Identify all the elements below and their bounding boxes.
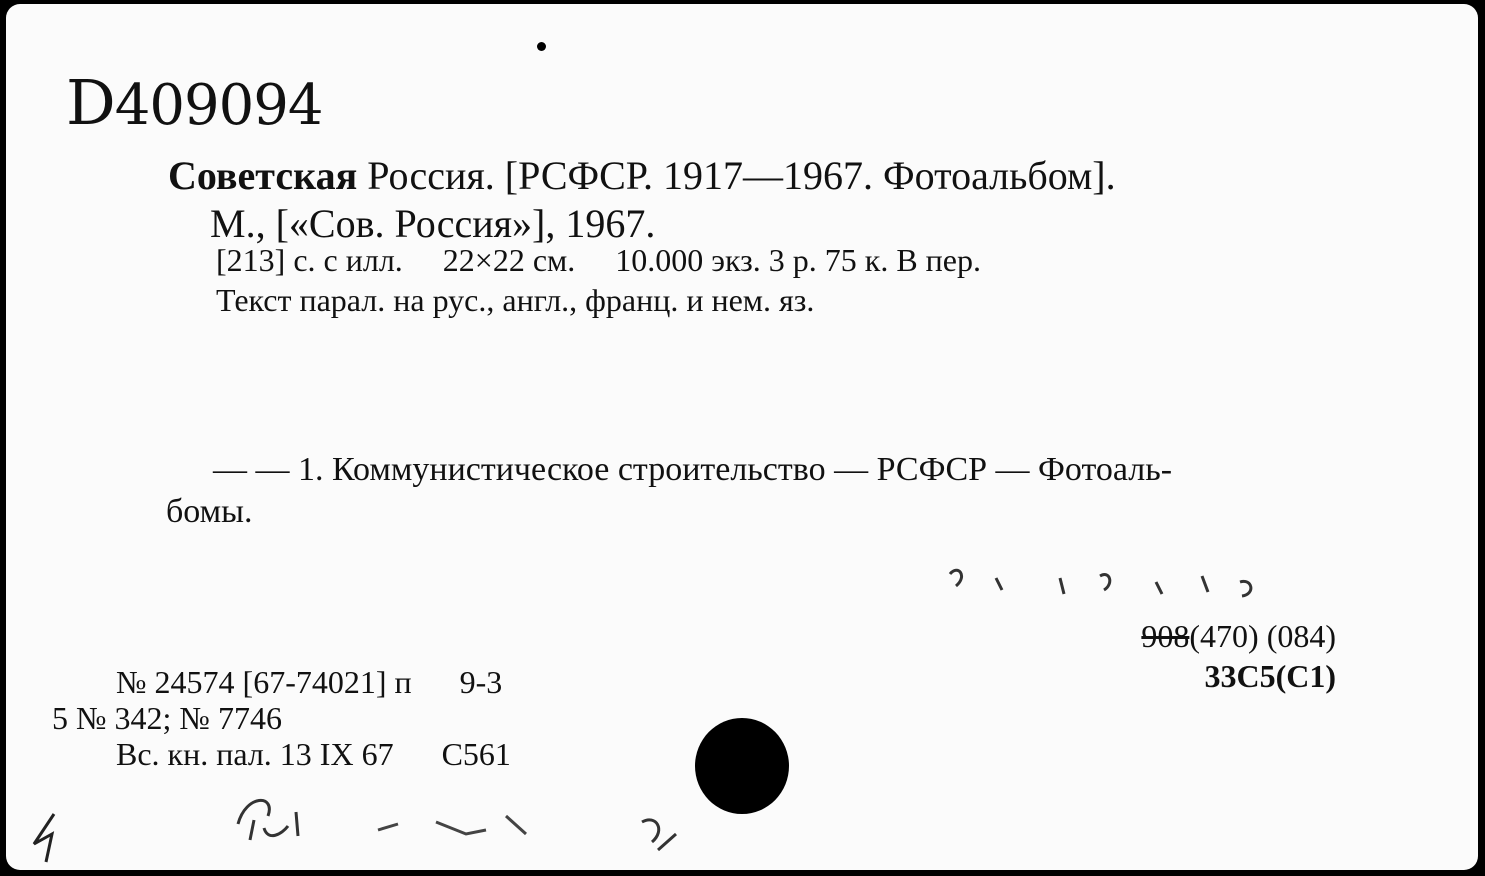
language-note: Текст парал. на рус., англ., франц. и нем. яз. <box>216 282 815 318</box>
title-line <box>168 152 1116 199</box>
classification-code <box>1141 618 1336 655</box>
record-number-b: 9-3 <box>459 664 503 700</box>
classification-code-2: 33С5(С1) <box>1204 658 1336 694</box>
imprint-line: М., [«Сов. Россия»], 1967. <box>210 201 656 246</box>
catalog-number <box>66 66 323 139</box>
classification-struck: 908 <box>1141 618 1190 654</box>
vs-kn-b: С561 <box>441 736 511 772</box>
catalog-card <box>6 4 1478 870</box>
physical-description: [213] с. с илл. 22×22 см. 10.000 экз. 3 р. 75 к. В пер. <box>216 242 981 278</box>
record-number <box>116 664 502 701</box>
vs-kn-a: Вс. кн. пал. 13 IX 67 <box>116 736 394 772</box>
record-number-a: № 24574 [67-74021] п <box>116 664 412 700</box>
title-bold: Советская <box>168 153 358 198</box>
record-5-line: 5 № 342; № 7746 <box>52 700 282 736</box>
ink-dot <box>537 42 546 51</box>
vs-kn-line <box>116 736 511 773</box>
title-rest: Россия. [РСФСР. 1917—1967. Фотоальбом]. <box>357 153 1116 198</box>
subject-heading-line1: — — 1. Коммунистическое строительство — РСФСР — Фотоаль- <box>213 451 1173 488</box>
subject-heading-line2: бомы. <box>166 493 253 530</box>
punch-hole <box>695 718 789 814</box>
classification-rest: (470) (084) <box>1189 618 1336 654</box>
catalog-letter: D <box>66 66 115 139</box>
catalog-number-digits: 409094 <box>114 73 323 138</box>
